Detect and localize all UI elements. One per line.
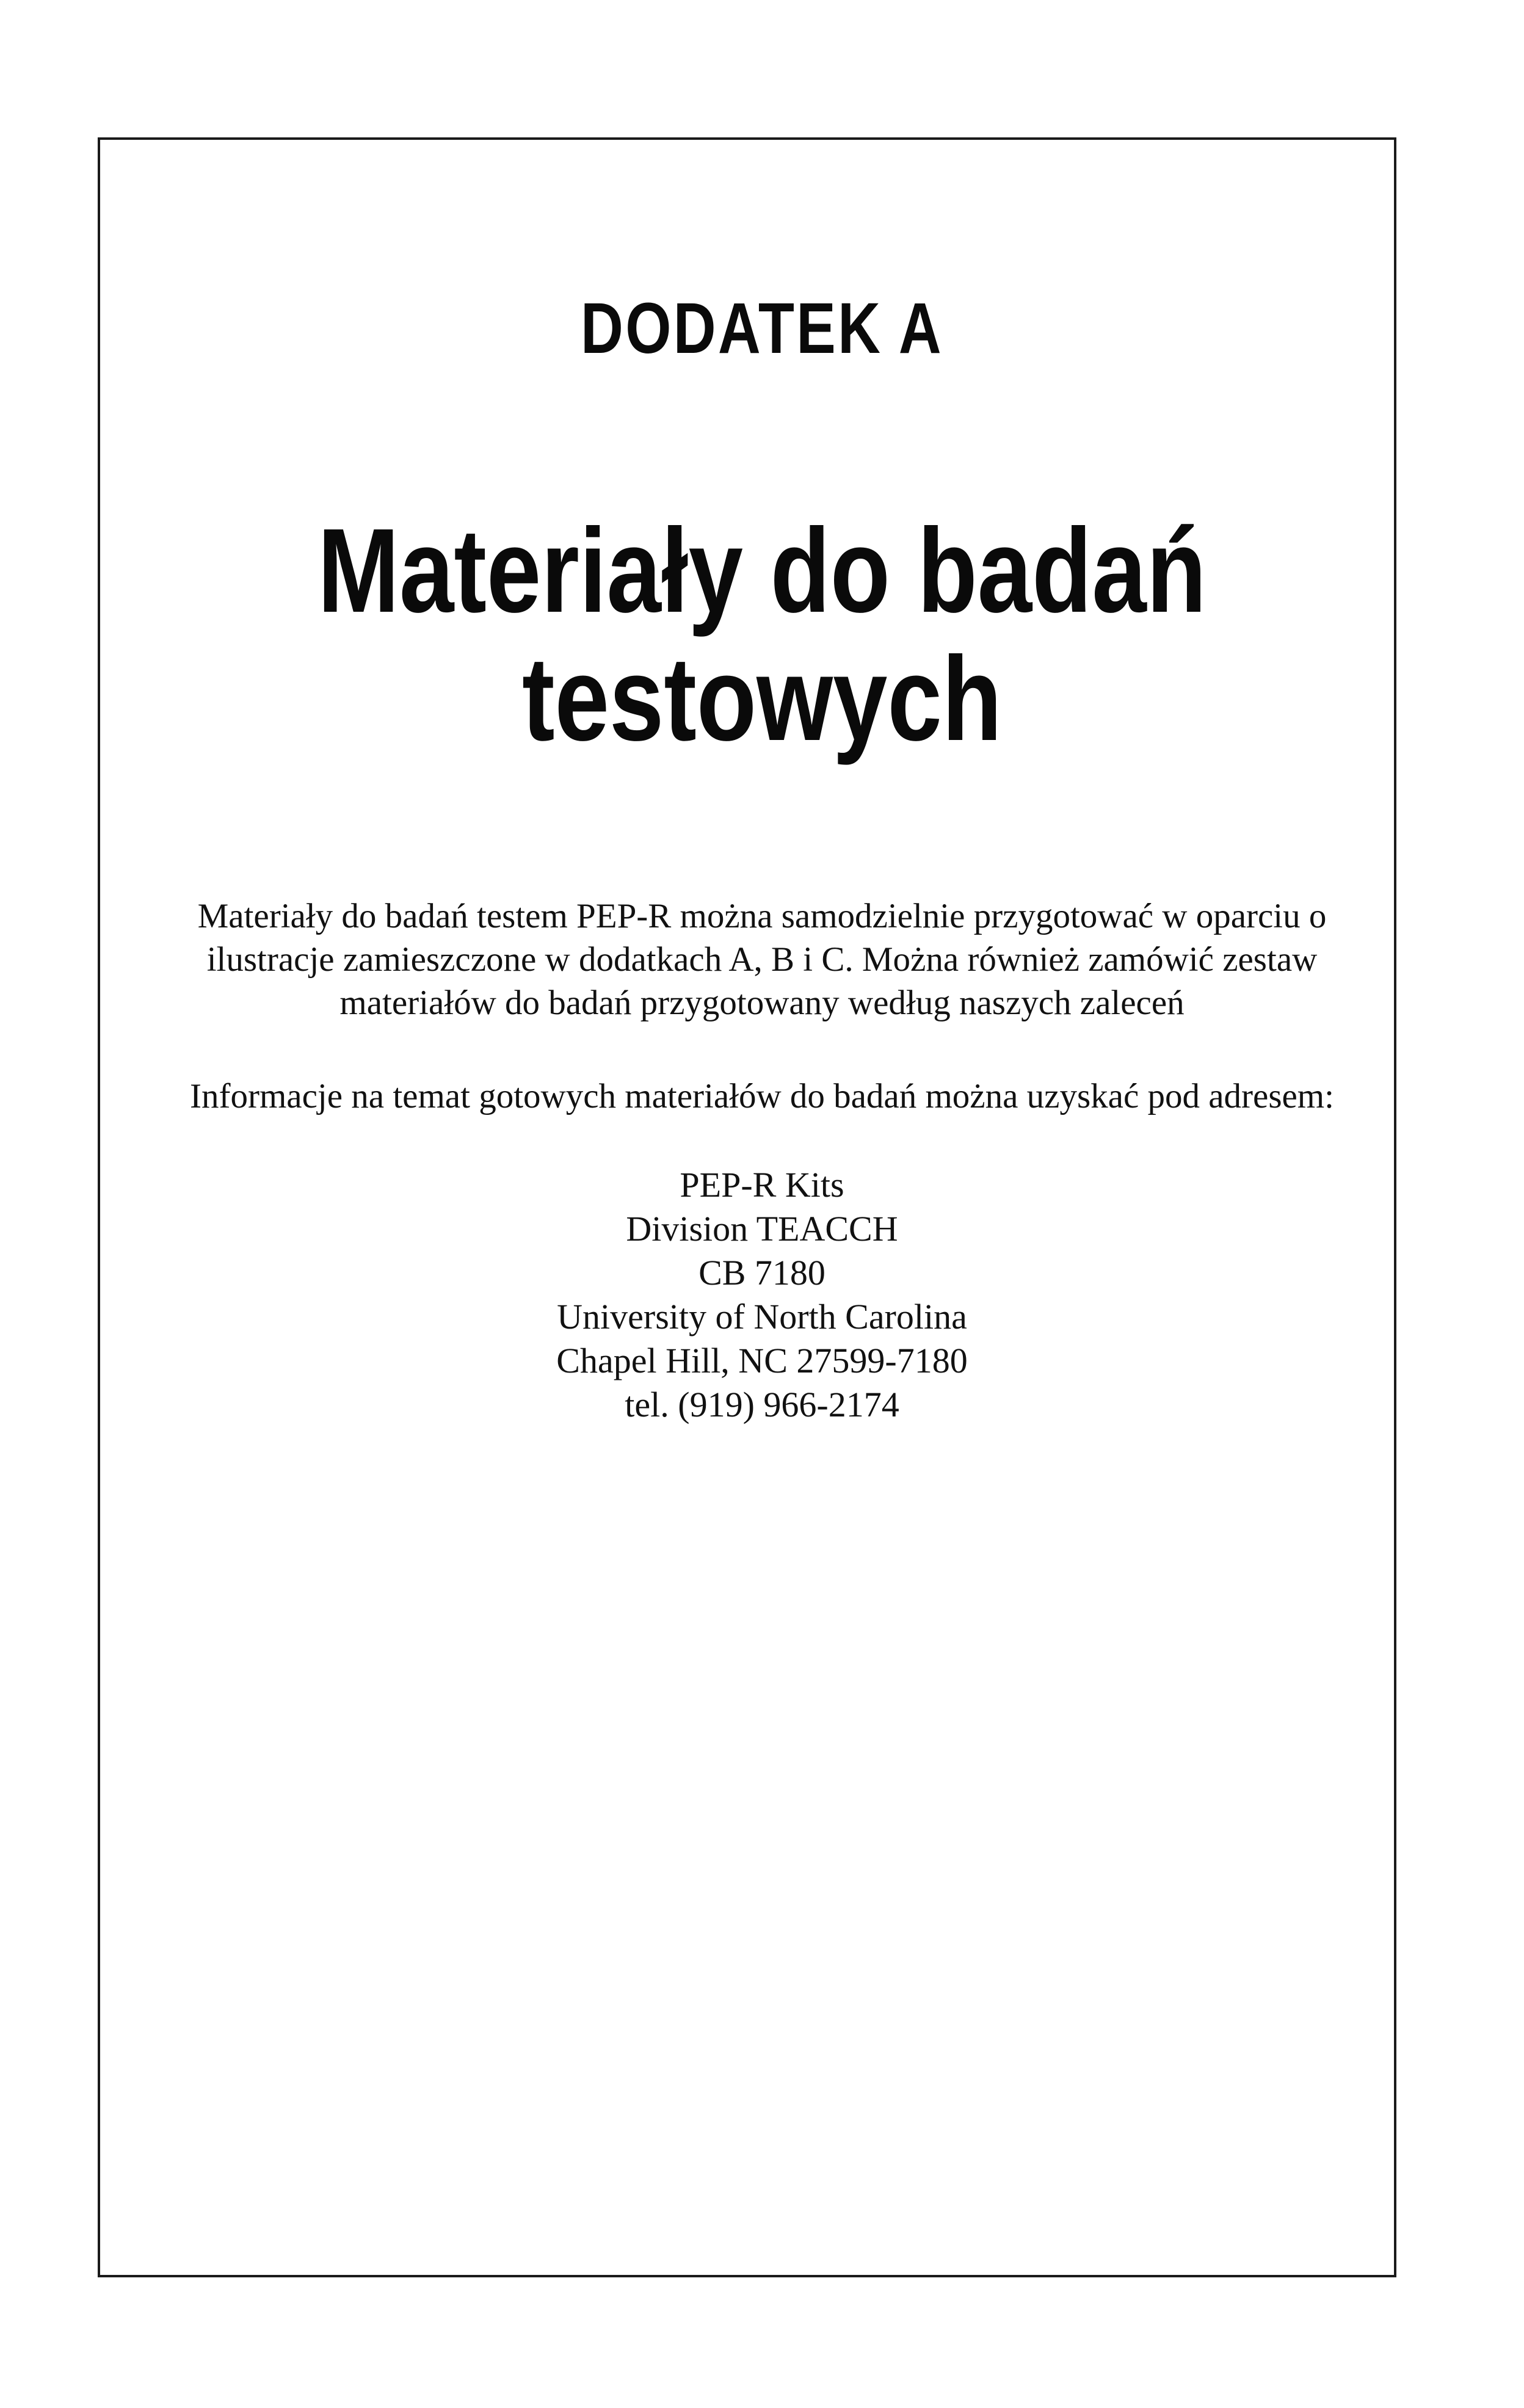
appendix-heading: DODATEK A (581, 288, 943, 369)
title-line-1: Materiały do badań (318, 504, 1206, 637)
address-line: Chapel Hill, NC 27599-7180 (556, 1341, 968, 1380)
page-title (137, 504, 1387, 766)
address-phone: tel. (919) 966-2174 (625, 1385, 899, 1424)
intro-paragraph: Materiały do badań testem PEP-R można samodzielnie przygotować w oparciu o ilustracje zamieszczone w dodatkach A, B i C. Można również zamówić zestaw materiałów do badań przygotowany według naszych zaleceń (197, 897, 1327, 1022)
info-paragraph: Informacje na temat gotowych materiałów do badań można uzyskać pod adresem: (190, 1077, 1334, 1115)
address-line: University of North Carolina (557, 1297, 967, 1336)
title-line-2: testowych (522, 632, 1002, 766)
address-line: CB 7180 (699, 1253, 826, 1293)
address-line: Division TEACCH (626, 1209, 898, 1249)
contact-address (0, 1163, 1524, 1427)
address-line: PEP-R Kits (680, 1165, 844, 1205)
